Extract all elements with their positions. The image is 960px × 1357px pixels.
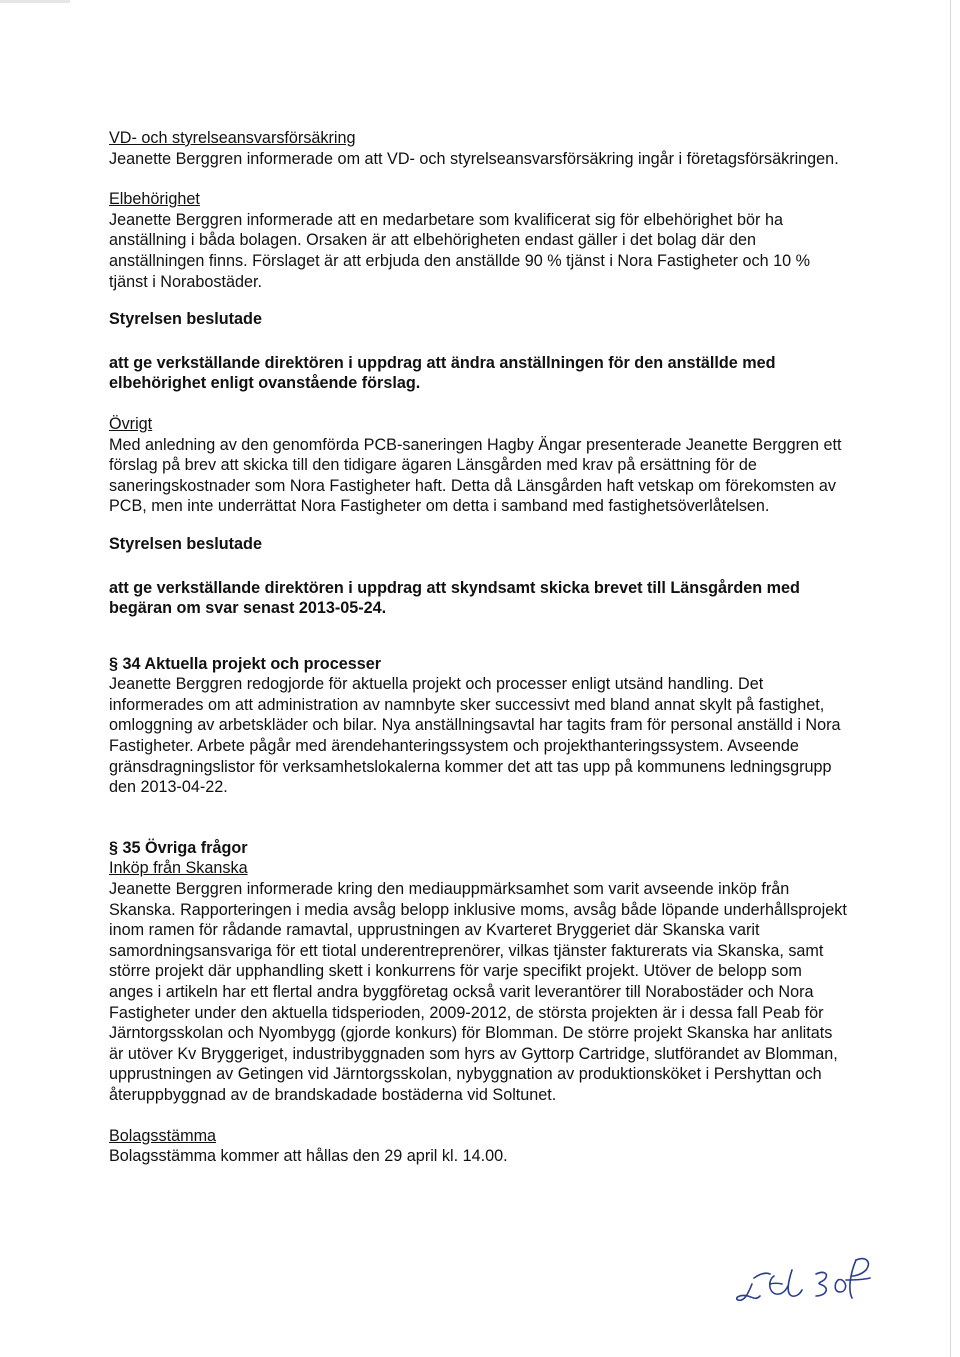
signature-stroke bbox=[788, 1270, 802, 1296]
skanska-heading: Inköp från Skanska bbox=[109, 859, 248, 878]
signature-stroke bbox=[737, 1284, 760, 1300]
section-34-paragraph: Jeanette Berggren redogjorde för aktuella projekt och processer enligt utsänd handling. Det informerades om att administration av namnbyte sker successivt med bland annat skylt på fastighet, omloggning av arbetskläder och bilar. Nya anställningsavtal har tagits fram för personal anställd i Nora Fastigheter. Arbete pågår med ärendehanteringssystem och projekthanteringssystem. Avseende gränsdragningslistor för verksamhetslokalerna kommer det att tas upp på kommunens ledningsgrupp den 2013-04-22. bbox=[109, 675, 841, 797]
decision-1-intro: Styrelsen beslutade bbox=[109, 310, 262, 329]
ovrigt-paragraph: Med anledning av den genomförda PCB-saneringen Hagby Ängar presenterade Jeanette Berggren ett förslag på brev att skicka till den tidigare ägaren Länsgården med krav på ersättning för de saneringskostnader som Nora Fastigheter haft. Detta då Länsgården haft vetskap om förekomsten av PCB, men inte underrättat Nora Fastigheter om detta i samband med fastighetsöverlåtelsen. bbox=[109, 435, 842, 516]
document-body bbox=[109, 128, 849, 1167]
ovrigt-heading: Övrigt bbox=[109, 414, 153, 433]
signature-stroke bbox=[754, 1273, 770, 1278]
vd-paragraph: Jeanette Berggren informerade om att VD- och styrelseansvarsförsäkring ingår i företagsförsäkringen. bbox=[109, 149, 839, 168]
skanska-paragraph: Jeanette Berggren informerade kring den mediauppmärksamhet som varit avseende inköp från Skanska. Rapporteringen i media avsåg belopp inklusive moms, avsåg både löpande underhållsprojekt inom ramen för rådande ramavtal, upprustningen av Kvarteret Bryggeriet där Skanska varit samordningsansvariga för ett tiotal underentreprenörer, vilkas tjänster fakturerats via Skanska, samt större projekt där upphandling skett i konkurrens för varje specifikt projekt. Utöver de belopp som anges i artikeln har ett flertal andra byggföretag också varit leverantörer till Norabostäder och Nora Fastigheter under den aktuella tidsperioden, 2009-2012, de största projekten är i dessa fall Peab för Järntorgsskolan och Nyombygg (gjorde konkurs) för Blomman. De större projekt Skanska har anlitats är utöver Kv Bryggeriget, industribyggnaden som hyrs av Gyttorp Cartridge, slutförandet av Blomman, upprustningen av Getingen vid Järntorgsskolan, nybyggnation av produktionsköket i Pershyttan och återuppbyggnad av de brandskadade bostäderna vid Soltunet. bbox=[109, 880, 847, 1104]
signature-stroke bbox=[835, 1280, 845, 1292]
page-edge bbox=[950, 0, 951, 1357]
bolagsstamma-paragraph: Bolagsstämma kommer att hållas den 29 april kl. 14.00. bbox=[109, 1147, 508, 1166]
signature-stroke bbox=[770, 1276, 788, 1294]
signature-stroke bbox=[850, 1260, 856, 1298]
elbehorighet-heading: Elbehörighet bbox=[109, 190, 200, 209]
handwritten-initials-signature bbox=[730, 1250, 910, 1310]
signature-stroke bbox=[852, 1259, 868, 1276]
section-35-title: § 35 Övriga frågor bbox=[109, 838, 248, 857]
signature-stroke bbox=[816, 1272, 826, 1296]
signature-stroke bbox=[770, 1283, 782, 1284]
decision-2-text: att ge verkställande direktören i uppdrag att skyndsamt skicka brevet till Länsgården med begäran om svar senast 2013-05-24. bbox=[109, 578, 800, 618]
scan-mark bbox=[0, 0, 70, 3]
decision-1-text: att ge verkställande direktören i uppdrag att ändra anställningen för den anställde med elbehörighet enligt ovanstående förslag. bbox=[109, 353, 776, 393]
elbehorighet-paragraph: Jeanette Berggren informerade att en medarbetare som kvalificerat sig för elbehörighet bör ha anställning i båda bolagen. Orsaken är att elbehörigheten endast gäller i det bolag där den anställningen finns. Förslaget är att erbjuda den anställde 90 % tjänst i Nora Fastigheter och 10 % tjänst i Norabostäder. bbox=[109, 210, 810, 291]
signature-stroke bbox=[846, 1278, 870, 1280]
vd-heading: VD- och styrelseansvarsförsäkring bbox=[109, 129, 356, 147]
section-34-title: § 34 Aktuella projekt och processer bbox=[109, 654, 382, 673]
decision-2-intro: Styrelsen beslutade bbox=[109, 534, 262, 553]
bolagsstamma-heading: Bolagsstämma bbox=[109, 1126, 217, 1145]
